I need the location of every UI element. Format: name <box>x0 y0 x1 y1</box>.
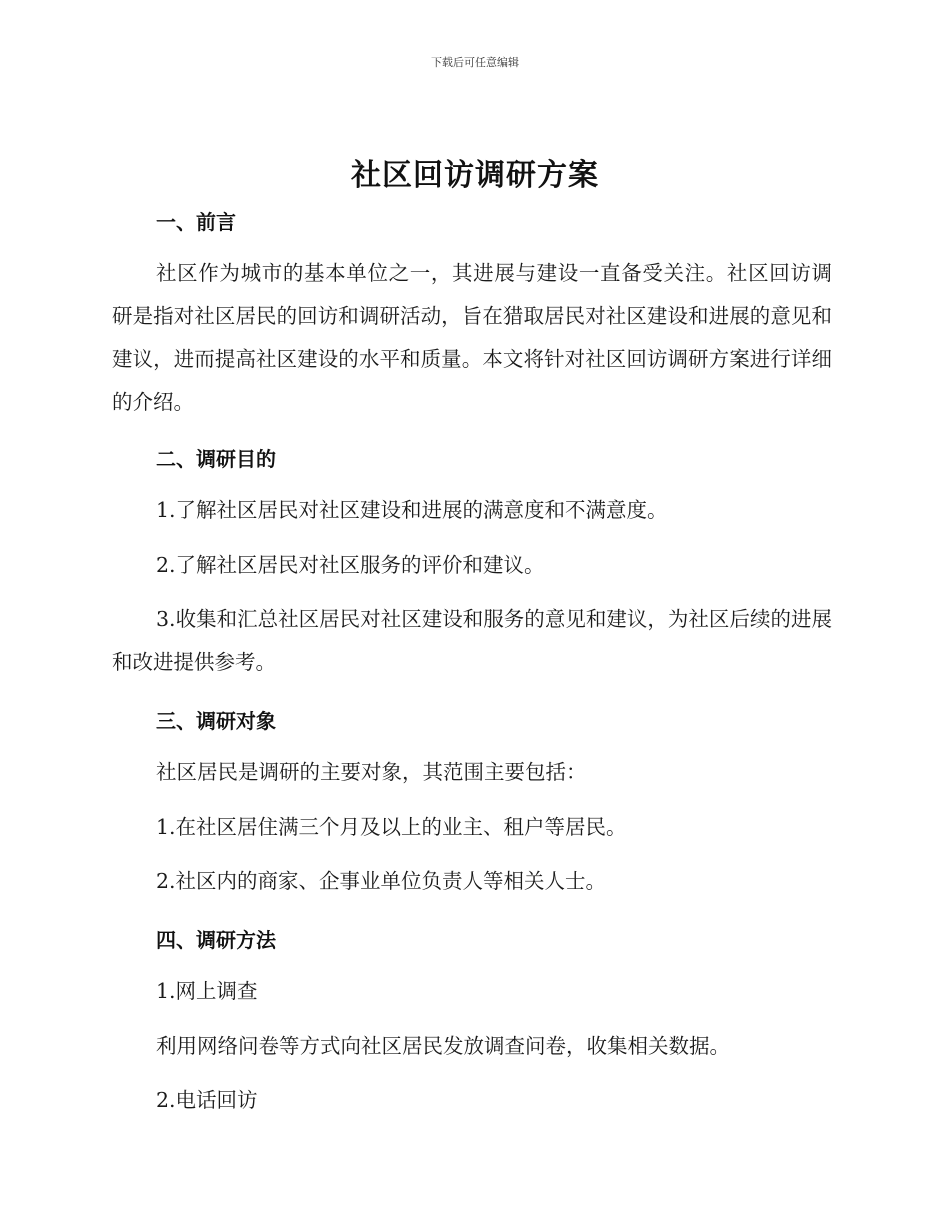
section-heading-preface: 一、前言 <box>156 210 236 234</box>
method-item-1: 1.网上调查 <box>156 979 258 1003</box>
section-heading-method: 四、调研方法 <box>156 928 276 952</box>
target-item-2: 2.社区内的商家、企事业单位负责人等相关人士。 <box>156 869 607 893</box>
method-item-2: 2.电话回访 <box>156 1088 258 1112</box>
purpose-item-2: 2.了解社区居民对社区服务的评价和建议。 <box>156 553 545 577</box>
target-intro: 社区居民是调研的主要对象，其范围主要包括： <box>156 760 587 784</box>
header-note: 下载后可任意编辑 <box>431 56 519 69</box>
document-title: 社区回访调研方案 <box>351 158 599 193</box>
purpose-item-1: 1.了解社区居民对社区建设和进展的满意度和不满意度。 <box>156 498 668 522</box>
method-item-1-desc: 利用网络问卷等方式向社区居民发放调查问卷，收集相关数据。 <box>156 1034 730 1058</box>
section-heading-target: 三、调研对象 <box>156 709 276 733</box>
preface-paragraph: 社区作为城市的基本单位之一，其进展与建设一直备受关注。社区回访调研是指对社区居民的回访和调研活动，旨在猎取居民对社区建设和进展的意见和建议，进而提高社区建设的水平和质量。本文将针对社区回访调研方案进行详细的介绍。 <box>112 261 832 414</box>
target-item-1: 1.在社区居住满三个月及以上的业主、租户等居民。 <box>156 815 627 839</box>
purpose-item-3: 3.收集和汇总社区居民对社区建设和服务的意见和建议，为社区后续的进展和改进提供参考。 <box>112 607 832 674</box>
section-heading-purpose: 二、调研目的 <box>156 447 276 471</box>
